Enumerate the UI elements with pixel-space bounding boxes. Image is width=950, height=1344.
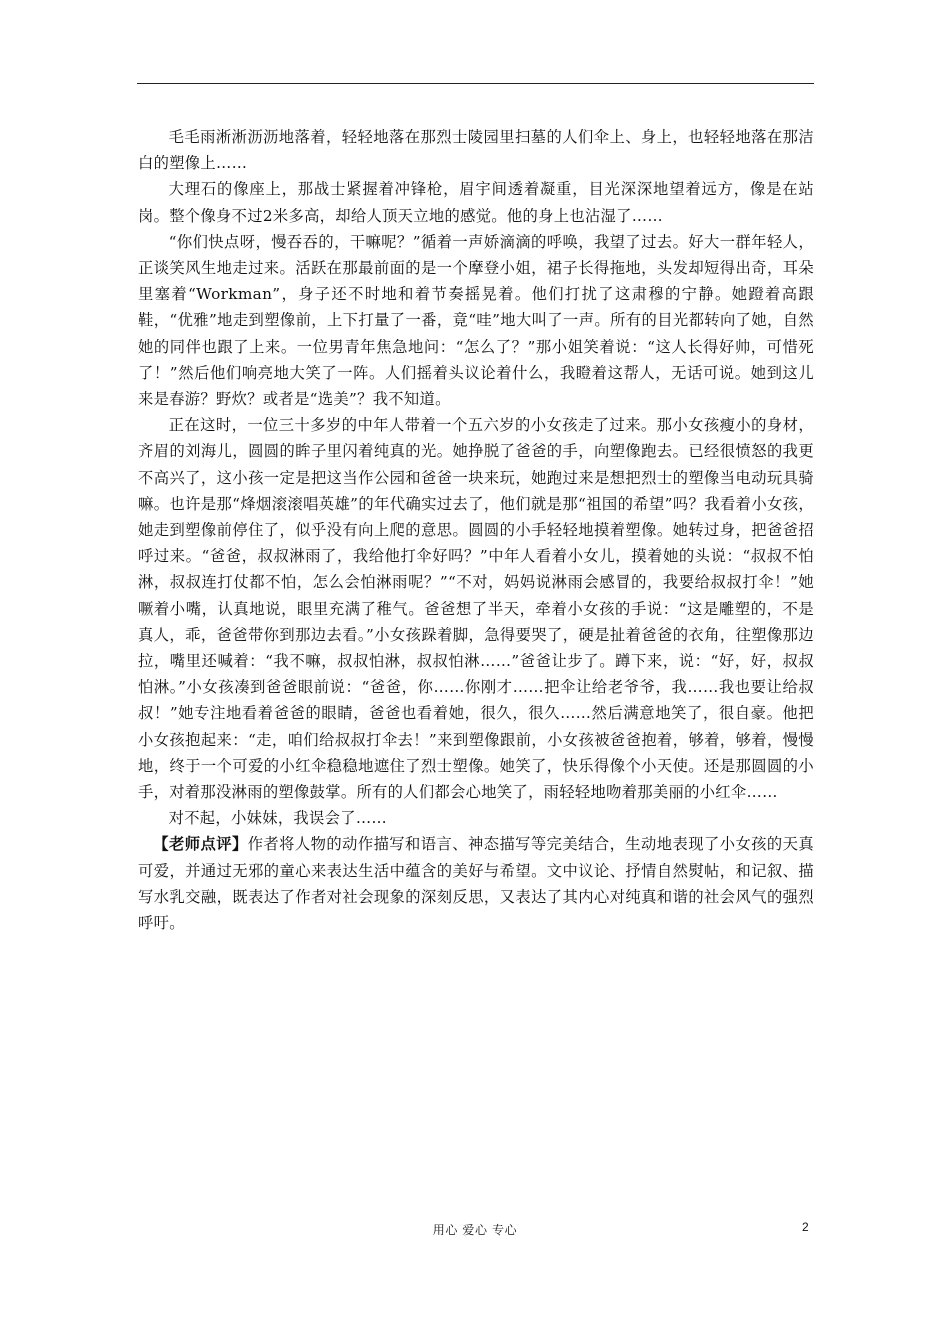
header-rule xyxy=(137,83,814,84)
footer-motto: 用心 爱心 专心 xyxy=(432,1223,518,1237)
paragraph-1: 毛毛雨淅淅沥沥地落着，轻轻地落在那烈士陵园里扫墓的人们伞上、身上，也轻轻地落在那洁白的塑像上…… xyxy=(138,128,814,173)
paragraph-3: “你们快点呀，慢吞吞的，干嘛呢？”循着一声娇滴滴的呼唤，我望了过去。好大一群年轻人，正谈笑风生地走过来。活跃在那最前面的是一个摩登小姐，裙子长得拖地，头发却短得出奇，耳朵里塞着“Workman”，身子还不时地和着节奏摇晃着。他们打扰了这肃穆的宁静。她蹬着高跟鞋，“优雅”地走到塑像前，上下打量了一番，竟“哇”地大叫了一声。所有的目光都转向了她，自然她的同伴也跟了上来。一位男青年焦急地问：“怎么了？”那小姐笑着说：“这人长得好帅，可惜死了！”然后他们响亮地大笑了一阵。人们摇着头议论着什么，我瞪着这帮人，无话可说。她到这儿来是春游？野炊？或者是“选美”？我不知道。 xyxy=(138,232,814,409)
teacher-comment-text: 作者将人物的动作描写和语言、神态描写等完美结合，生动地表现了小女孩的天真可爱，并通过无邪的童心来表达生活中蕴含的美好与希望。文中议论、抒情自然熨帖，和记叙、描写水乳交融，既表达了作者对社会现象的深刻反思，又表达了其内心对纯真和谐的社会风气的强烈呼吁。 xyxy=(138,835,814,933)
article-body xyxy=(138,124,814,936)
paragraph-5: 对不起，小妹妹，我误会了…… xyxy=(168,809,388,828)
teacher-comment xyxy=(138,831,814,936)
paragraph-2: 大理石的像座上，那战士紧握着冲锋枪，眉宇间透着凝重，目光深深地望着远方，像是在站岗。整个像身不过2米多高，却给人顶天立地的感觉。他的身上也沾湿了…… xyxy=(138,180,814,225)
page-number: 2 xyxy=(802,1220,809,1234)
teacher-comment-tag: 【老师点评】 xyxy=(153,835,248,854)
paragraph-4: 正在这时，一位三十多岁的中年人带着一个五六岁的小女孩走了过来。那小女孩瘦小的身材，齐眉的刘海儿，圆圆的眸子里闪着纯真的光。她挣脱了爸爸的手，向塑像跑去。已经很愤怒的我更不高兴了，这小孩一定是把这当作公园和爸爸一块来玩，她跑过来是想把烈士的塑像当电动玩具骑嘛。也许是那“烽烟滚滚唱英雄”的年代确实过去了，他们就是那“祖国的希望”吗？我看着小女孩，她走到塑像前停住了，似乎没有向上爬的意思。圆圆的小手轻轻地摸着塑像。她转过身，把爸爸招呼过来。“爸爸，叔叔淋雨了，我给他打伞好吗？”中年人看着小女儿，摸着她的头说：“叔叔不怕淋，叔叔连打仗都不怕，怎么会怕淋雨呢？”“不对，妈妈说淋雨会感冒的，我要给叔叔打伞！”她噘着小嘴，认真地说，眼里充满了稚气。爸爸想了半天，牵着小女孩的手说：“这是雕塑的，不是真人，乖，爸爸带你到那边去看。”小女孩跺着脚，急得要哭了，硬是扯着爸爸的衣角，往塑像那边拉，嘴里还喊着：“我不嘛，叔叔怕淋，叔叔怕淋……”爸爸让步了。蹲下来，说：“好，好，叔叔怕淋。”小女孩凑到爸爸眼前说：“爸爸，你……你刚才……把伞让给老爷爷，我……我也要让给叔叔！”她专注地看着爸爸的眼睛，爸爸也看着她，很久，很久……然后满意地笑了，很自豪。他把小女孩抱起来：“走，咱们给叔叔打伞去！”来到塑像跟前，小女孩被爸爸抱着，够着，够着，慢慢地，终于一个可爱的小红伞稳稳地遮住了烈士塑像。她笑了，快乐得像个小天使。还是那圆圆的小手，对着那没淋雨的塑像鼓掌。所有的人们都会心地笑了，雨轻轻地吻着那美丽的小红伞…… xyxy=(138,416,814,802)
